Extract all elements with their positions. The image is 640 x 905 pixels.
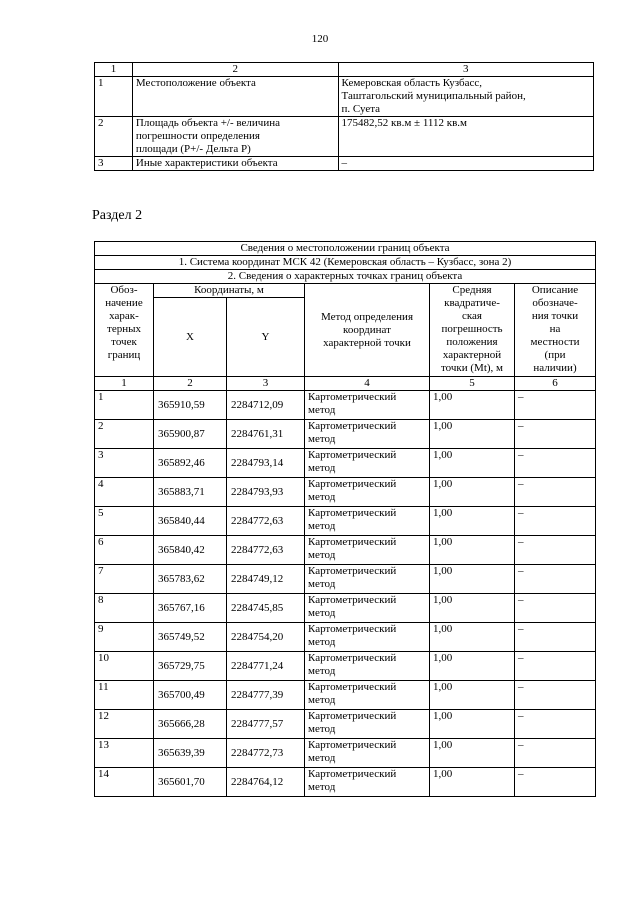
error-value: 1,00: [430, 391, 515, 420]
point-number: 8: [95, 594, 154, 623]
point-description: –: [515, 449, 596, 478]
error-value: 1,00: [430, 681, 515, 710]
error-value: 1,00: [430, 420, 515, 449]
header-line: харак-: [109, 310, 139, 322]
col-method: [305, 284, 430, 377]
table-row: [95, 391, 596, 420]
coord-y: 2284771,24: [227, 652, 305, 681]
row-value: –: [338, 157, 593, 171]
table2-title-row: [95, 242, 596, 256]
method-line: Картометрический: [308, 710, 397, 722]
column-number: 3: [227, 377, 305, 391]
error-value: 1,00: [430, 768, 515, 797]
col-x: X: [154, 298, 227, 377]
point-number: 7: [95, 565, 154, 594]
table2-title: Сведения о местоположении границ объекта: [95, 242, 596, 256]
point-description: –: [515, 739, 596, 768]
method-line: Картометрический: [308, 449, 397, 461]
point-number: 11: [95, 681, 154, 710]
table-row: [95, 652, 596, 681]
point-number: 4: [95, 478, 154, 507]
table-row: [95, 478, 596, 507]
table-row: [95, 710, 596, 739]
row-value: [338, 77, 593, 117]
coord-y: 2284754,20: [227, 623, 305, 652]
coord-y: 2284777,57: [227, 710, 305, 739]
header-line: на: [549, 323, 561, 335]
row-name: Иные характеристики объекта: [132, 157, 338, 171]
point-number: 14: [95, 768, 154, 797]
table-row: [95, 449, 596, 478]
point-number: 13: [95, 739, 154, 768]
method-line: метод: [308, 636, 336, 648]
table1-header-row: [95, 63, 594, 77]
row-number: 1: [95, 77, 133, 117]
point-description: –: [515, 420, 596, 449]
table2-column-numbers-row: [95, 377, 596, 391]
method-line: метод: [308, 752, 336, 764]
method: [305, 420, 430, 449]
header-line: положения: [446, 336, 498, 348]
table2-header-row: [95, 284, 596, 298]
coord-y: 2284772,63: [227, 536, 305, 565]
header-line: Обоз-: [110, 284, 138, 296]
table1-row-area: [95, 117, 594, 157]
object-info-table: [94, 62, 594, 171]
method-line: Картометрический: [308, 768, 397, 780]
point-description: –: [515, 623, 596, 652]
table1-row-other: [95, 157, 594, 171]
error-value: 1,00: [430, 594, 515, 623]
column-number: 2: [154, 377, 227, 391]
coord-x: 365892,46: [154, 449, 227, 478]
coord-y: 2284764,12: [227, 768, 305, 797]
row-name: [132, 117, 338, 157]
table-row: [95, 594, 596, 623]
value-line: Кемеровская область Кузбасс,: [341, 77, 483, 89]
table-row: [95, 681, 596, 710]
col-error: [430, 284, 515, 377]
header-line: (при: [544, 349, 566, 361]
coord-x: 365749,52: [154, 623, 227, 652]
coord-x: 365729,75: [154, 652, 227, 681]
coord-y: 2284761,31: [227, 420, 305, 449]
page-number: 120: [311, 33, 329, 45]
error-value: 1,00: [430, 565, 515, 594]
method-line: Картометрический: [308, 594, 397, 606]
method-line: Картометрический: [308, 536, 397, 548]
method-line: метод: [308, 433, 336, 445]
point-description: –: [515, 710, 596, 739]
coord-x: 365910,59: [154, 391, 227, 420]
value-line: п. Суета: [341, 103, 381, 115]
point-description: –: [515, 681, 596, 710]
header-line: местности: [530, 336, 580, 348]
point-number: 9: [95, 623, 154, 652]
coord-x: 365666,28: [154, 710, 227, 739]
table2-subtitle-row: [95, 270, 596, 284]
table2-subtitle-1: 1. Система координат МСК 42 (Кемеровская область – Кузбасс, зона 2): [95, 256, 596, 270]
table-row: [95, 565, 596, 594]
header-line: ния точки: [531, 310, 579, 322]
coord-x: 365900,87: [154, 420, 227, 449]
method: [305, 536, 430, 565]
error-value: 1,00: [430, 507, 515, 536]
point-number: 2: [95, 420, 154, 449]
error-value: 1,00: [430, 623, 515, 652]
point-number: 5: [95, 507, 154, 536]
coord-x: 365783,62: [154, 565, 227, 594]
table2-subtitle-2: 2. Сведения о характерных точках границ объекта: [95, 270, 596, 284]
table-row: [95, 507, 596, 536]
method-line: метод: [308, 665, 336, 677]
point-description: –: [515, 536, 596, 565]
coord-y: 2284772,73: [227, 739, 305, 768]
coord-y: 2284777,39: [227, 681, 305, 710]
point-number: 1: [95, 391, 154, 420]
column-number: 5: [430, 377, 515, 391]
error-value: 1,00: [430, 739, 515, 768]
error-value: 1,00: [430, 536, 515, 565]
column-number: 1: [95, 377, 154, 391]
method-line: метод: [308, 781, 336, 793]
table-row: [95, 536, 596, 565]
header-line: Описание: [531, 284, 579, 296]
column-number: 4: [305, 377, 430, 391]
table1-row-location: [95, 77, 594, 117]
header-line: характерной: [442, 349, 502, 361]
table-row: [95, 420, 596, 449]
header-line: Средняя: [452, 284, 492, 296]
method-line: метод: [308, 549, 336, 561]
coord-x: 365840,42: [154, 536, 227, 565]
method: [305, 768, 430, 797]
method-line: Картометрический: [308, 420, 397, 432]
coord-x: 365883,71: [154, 478, 227, 507]
method: [305, 507, 430, 536]
header-line: границ: [107, 349, 141, 361]
header-line: обозначе-: [532, 297, 578, 309]
method-line: метод: [308, 462, 336, 474]
row-name: Местоположение объекта: [132, 77, 338, 117]
error-value: 1,00: [430, 652, 515, 681]
row-number: 2: [95, 117, 133, 157]
point-description: –: [515, 652, 596, 681]
header-line: погрешность: [441, 323, 503, 335]
coord-y: 2284712,09: [227, 391, 305, 420]
table1-header-cell: 3: [338, 63, 593, 77]
point-description: –: [515, 507, 596, 536]
method: [305, 710, 430, 739]
point-number: 3: [95, 449, 154, 478]
col-point-designation: [95, 284, 154, 377]
method-line: Картометрический: [308, 623, 397, 635]
section-title: Раздел 2: [92, 208, 143, 223]
coord-y: 2284749,12: [227, 565, 305, 594]
method: [305, 652, 430, 681]
method-line: метод: [308, 404, 336, 416]
coord-y: 2284772,63: [227, 507, 305, 536]
coord-y: 2284793,93: [227, 478, 305, 507]
coord-y: 2284745,85: [227, 594, 305, 623]
header-line: характерной точки: [323, 336, 411, 349]
method: [305, 681, 430, 710]
method-line: Картометрический: [308, 565, 397, 577]
point-description: –: [515, 594, 596, 623]
method: [305, 739, 430, 768]
table1-header-cell: 2: [132, 63, 338, 77]
header-line: Метод определения: [320, 310, 414, 323]
coord-x: 365700,49: [154, 681, 227, 710]
col-description: [515, 284, 596, 377]
method-line: метод: [308, 520, 336, 532]
header-line: координат: [343, 323, 391, 336]
header-line: терных: [107, 323, 141, 335]
point-description: –: [515, 565, 596, 594]
point-description: –: [515, 768, 596, 797]
coord-x: 365601,70: [154, 768, 227, 797]
name-line: Площадь объекта +/- величина: [135, 117, 280, 129]
table-row: [95, 623, 596, 652]
method-line: Картометрический: [308, 739, 397, 751]
method-line: метод: [308, 578, 336, 590]
header-line: ская: [461, 310, 482, 322]
col-coordinates: Координаты, м: [154, 284, 305, 298]
value-line: Таштагольский муниципальный район,: [341, 90, 526, 102]
method-line: Картометрический: [308, 391, 397, 403]
table2-body: [95, 391, 596, 797]
method: [305, 594, 430, 623]
point-description: –: [515, 391, 596, 420]
method-line: метод: [308, 491, 336, 503]
table-row: [95, 739, 596, 768]
method-line: Картометрический: [308, 652, 397, 664]
row-number: 3: [95, 157, 133, 171]
method-line: Картометрический: [308, 681, 397, 693]
header-line: точки (Mt), м: [440, 362, 503, 374]
table1-header-cell: 1: [95, 63, 133, 77]
error-value: 1,00: [430, 710, 515, 739]
method: [305, 391, 430, 420]
column-number: 6: [515, 377, 596, 391]
method: [305, 449, 430, 478]
method-line: метод: [308, 723, 336, 735]
point-description: –: [515, 478, 596, 507]
header-line: начение: [105, 297, 143, 309]
header-line: наличии): [533, 362, 577, 374]
method: [305, 623, 430, 652]
point-number: 12: [95, 710, 154, 739]
coord-x: 365639,39: [154, 739, 227, 768]
method: [305, 565, 430, 594]
method-line: Картометрический: [308, 478, 397, 490]
col-y: Y: [227, 298, 305, 377]
coord-y: 2284793,14: [227, 449, 305, 478]
header-line: точек: [111, 336, 137, 348]
method-line: Картометрический: [308, 507, 397, 519]
row-value: 175482,52 кв.м ± 1112 кв.м: [338, 117, 593, 157]
error-value: 1,00: [430, 478, 515, 507]
method-line: метод: [308, 694, 336, 706]
method: [305, 478, 430, 507]
name-line: погрешности определения: [135, 130, 260, 142]
coord-x: 365767,16: [154, 594, 227, 623]
point-number: 10: [95, 652, 154, 681]
header-line: квадратиче-: [444, 297, 500, 309]
table-row: [95, 768, 596, 797]
boundary-points-table: [94, 241, 596, 797]
name-line: площади (P+/- Дельта P): [135, 143, 251, 155]
error-value: 1,00: [430, 449, 515, 478]
table2-subtitle-row: [95, 256, 596, 270]
point-number: 6: [95, 536, 154, 565]
coord-x: 365840,44: [154, 507, 227, 536]
method-line: метод: [308, 607, 336, 619]
